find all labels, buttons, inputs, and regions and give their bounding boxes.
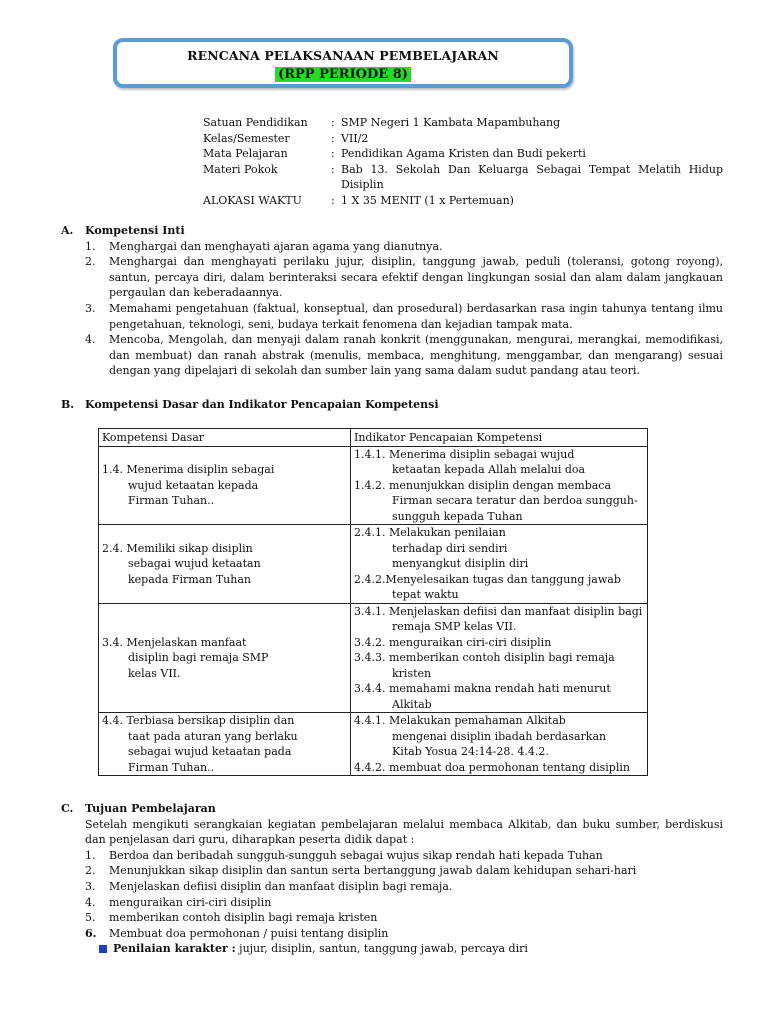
indicator-text: 3.4.1. Menjelaskan defiisi dan manfaat disiplin bagi remaja SMP kelas VII. (354, 604, 643, 633)
table-row (99, 713, 648, 776)
kd-cell (99, 525, 351, 604)
kd-text: 2.4. Memiliki sikap disiplin sebagai wujud ketaatan kepada Firman Tuhan (102, 541, 261, 586)
item-number: 2. (85, 864, 96, 878)
item-text: Menghargai dan menghayati ajaran agama yang dianutnya. (109, 239, 443, 253)
identity-block (203, 115, 723, 208)
section-title: Tujuan Pembelajaran (85, 802, 216, 815)
kd-cell (99, 603, 351, 713)
indicator-cell (351, 446, 648, 525)
identity-colon: : (331, 147, 335, 160)
item-text: Menghargai dan menghayati perilaku jujur, disiplin, tanggung jawab, peduli (toleransi, gotong royong), santun, percaya diri, dalam berinteraksi secara efektif dengan lingkungan sosial dan alam dalam jangkauan pergaulan dan keberadaannya. (109, 255, 723, 300)
identity-key: Mata Pelajaran (203, 147, 288, 160)
indicator-cell (351, 603, 648, 713)
karakter-value: jujur, disiplin, santun, tanggung jawab, percaya diri (235, 942, 528, 956)
identity-row (203, 193, 723, 209)
item-number: 3. (85, 879, 96, 893)
section-letter: B. (61, 398, 75, 411)
item-number: 6. (85, 926, 97, 940)
item-text: Memahami pengetahuan (faktual, konseptual, dan prosedural) berdasarkan rasa ingin tahunya tentang ilmu pengetahuan, teknologi, seni, budaya terkait fenomena dan kejadian tampak mata. (109, 301, 723, 331)
identity-colon: : (331, 116, 335, 129)
indicator-text: 4.4.2. membuat doa permohonan tentang disiplin (354, 760, 630, 774)
item-text: Berdoa dan beribadah sungguh-sungguh sebagai wujus sikap rendah hati kepada Tuhan (109, 848, 603, 862)
indicator-text: 1.4.1. Menerima disiplin sebagai wujud ketaatan kepada Allah melalui doa (354, 447, 586, 476)
identity-value: Pendidikan Agama Kristen dan Budi pekerti (341, 147, 586, 160)
item-text: Mencoba, Mengolah, dan menyaji dalam ranah konkrit (menggunakan, mengurai, merangkai, memodifikasi, dan membuat) dan ranah abstrak (menulis, membaca, menghitung, menggambar, dan mengarang) sesuai dengan yang dipelajari di sekolah dan sumber lain yang sama dalam sudut pandang atau teori. (109, 333, 723, 378)
list-item (85, 848, 723, 864)
tujuan-intro: Setelah mengikuti serangkaian kegiatan pembelajaran melalui membaca Alkitab, dan buku sumber, berdiskusi dan penjelasan dari guru, diharapkan peserta didik dapat : (85, 817, 723, 847)
identity-key: Kelas/Semester (203, 131, 290, 145)
tujuan-list (85, 848, 723, 942)
table-row (99, 603, 648, 713)
indicator-text: 1.4.2. menunjukkan disiplin dengan membaca Firman secara teratur dan berdoa sungguh-sungguh kepada Tuhan (354, 478, 638, 523)
table-header-row (99, 429, 648, 447)
competency-table (98, 428, 648, 776)
title-box (113, 38, 573, 88)
list-item (85, 239, 723, 255)
square-bullet-icon (99, 945, 107, 953)
identity-value: Bab 13. Sekolah Dan Keluarga Sebagai Tempat Melatih Hidup Disiplin (341, 162, 723, 191)
identity-value: VII/2 (341, 131, 369, 145)
section-kompetensi-inti (61, 223, 723, 379)
table-header-cell: Indikator Pencapaian Kompetensi (351, 429, 648, 447)
table-row (99, 525, 648, 604)
section-title: Kompetensi Inti (85, 224, 185, 237)
kompetensi-inti-list (85, 239, 723, 379)
identity-value: 1 X 35 MENIT (1 x Pertemuan) (341, 193, 514, 207)
section-title: Kompetensi Dasar dan Indikator Pencapaian Kompetensi (85, 398, 439, 411)
section-heading (61, 223, 723, 239)
item-number: 1. (85, 848, 96, 862)
identity-colon: : (331, 193, 335, 207)
item-text: memberikan contoh disiplin bagi remaja kristen (109, 911, 378, 925)
section-heading (61, 397, 723, 413)
kd-text: 1.4. Menerima disiplin sebagai wujud ketaatan kepada Firman Tuhan.. (102, 463, 275, 507)
indicator-text: 3.4.3. memberikan contoh disiplin bagi remaja kristen (354, 651, 615, 680)
identity-colon: : (331, 131, 335, 145)
kd-cell (99, 446, 351, 525)
list-item (85, 254, 723, 301)
identity-row (203, 146, 723, 162)
identity-value: SMP Negeri 1 Kambata Mapambuhang (341, 116, 561, 129)
identity-key: ALOKASI WAKTU (203, 193, 302, 207)
section-heading (61, 801, 723, 817)
list-item (85, 910, 723, 926)
indicator-text: 2.4.1. Melakukan penilaian terhadap diri sendiri menyangkut disiplin diri (354, 526, 529, 570)
indicator-text: 2.4.2.Menyelesaikan tugas dan tanggung jawab tepat waktu (354, 572, 621, 601)
list-item (85, 301, 723, 332)
list-item (85, 863, 723, 879)
section-tujuan-pembelajaran (61, 801, 723, 957)
item-number: 4. (85, 333, 96, 347)
list-item (85, 332, 723, 379)
item-number: 4. (85, 895, 96, 909)
item-number: 5. (85, 911, 96, 925)
indicator-text: 3.4.4. memahami makna rendah hati menurut Alkitab (354, 682, 611, 711)
identity-key: Satuan Pendidikan (203, 116, 308, 129)
karakter-label: Penilaian karakter : (113, 942, 236, 956)
identity-row (203, 131, 723, 147)
list-item (85, 895, 723, 911)
kd-text: 4.4. Terbiasa bersikap disiplin dan taat pada aturan yang berlaku sebagai wujud ketaatan pada Firman Tuhan.. (102, 714, 298, 774)
penilaian-karakter-line (99, 941, 723, 957)
section-letter: C. (61, 802, 74, 815)
indicator-cell (351, 525, 648, 604)
table-header-cell: Kompetensi Dasar (99, 429, 351, 447)
period-highlight: (RPP PERIODE 8) (275, 67, 411, 82)
kd-cell (99, 713, 351, 776)
item-text: menguraikan ciri-ciri disiplin (109, 895, 272, 909)
item-text: Membuat doa permohonan / puisi tentang disiplin (109, 926, 389, 940)
document-title: RENCANA PELAKSANAAN PEMBELAJARAN (187, 48, 499, 63)
section-kompetensi-dasar (61, 397, 723, 413)
item-text: Menunjukkan sikap disiplin dan santun serta bertanggung jawab dalam kehidupan sehari-hari (109, 864, 637, 878)
indicator-cell (351, 713, 648, 776)
identity-row (203, 115, 723, 131)
kd-text: 3.4. Menjelaskan manfaat disiplin bagi remaja SMP kelas VII. (102, 635, 269, 680)
table-row (99, 446, 648, 525)
section-letter: A. (61, 224, 74, 237)
item-number: 3. (85, 301, 96, 315)
item-number: 2. (85, 255, 96, 269)
indicator-text: 3.4.2. menguraikan ciri-ciri disiplin (354, 635, 552, 649)
identity-row (203, 162, 723, 193)
list-item (85, 879, 723, 895)
identity-colon: : (331, 162, 335, 176)
item-number: 1. (85, 239, 96, 253)
item-text: Menjelaskan defiisi disiplin dan manfaat disiplin bagi remaja. (109, 879, 453, 893)
identity-key: Materi Pokok (203, 162, 278, 176)
list-item (85, 926, 723, 942)
indicator-text: 4.4.1. Melakukan pemahaman Alkitab mengenai disiplin ibadah berdasarkan Kitab Yosua 24:14-28. 4.4.2. (354, 714, 607, 758)
